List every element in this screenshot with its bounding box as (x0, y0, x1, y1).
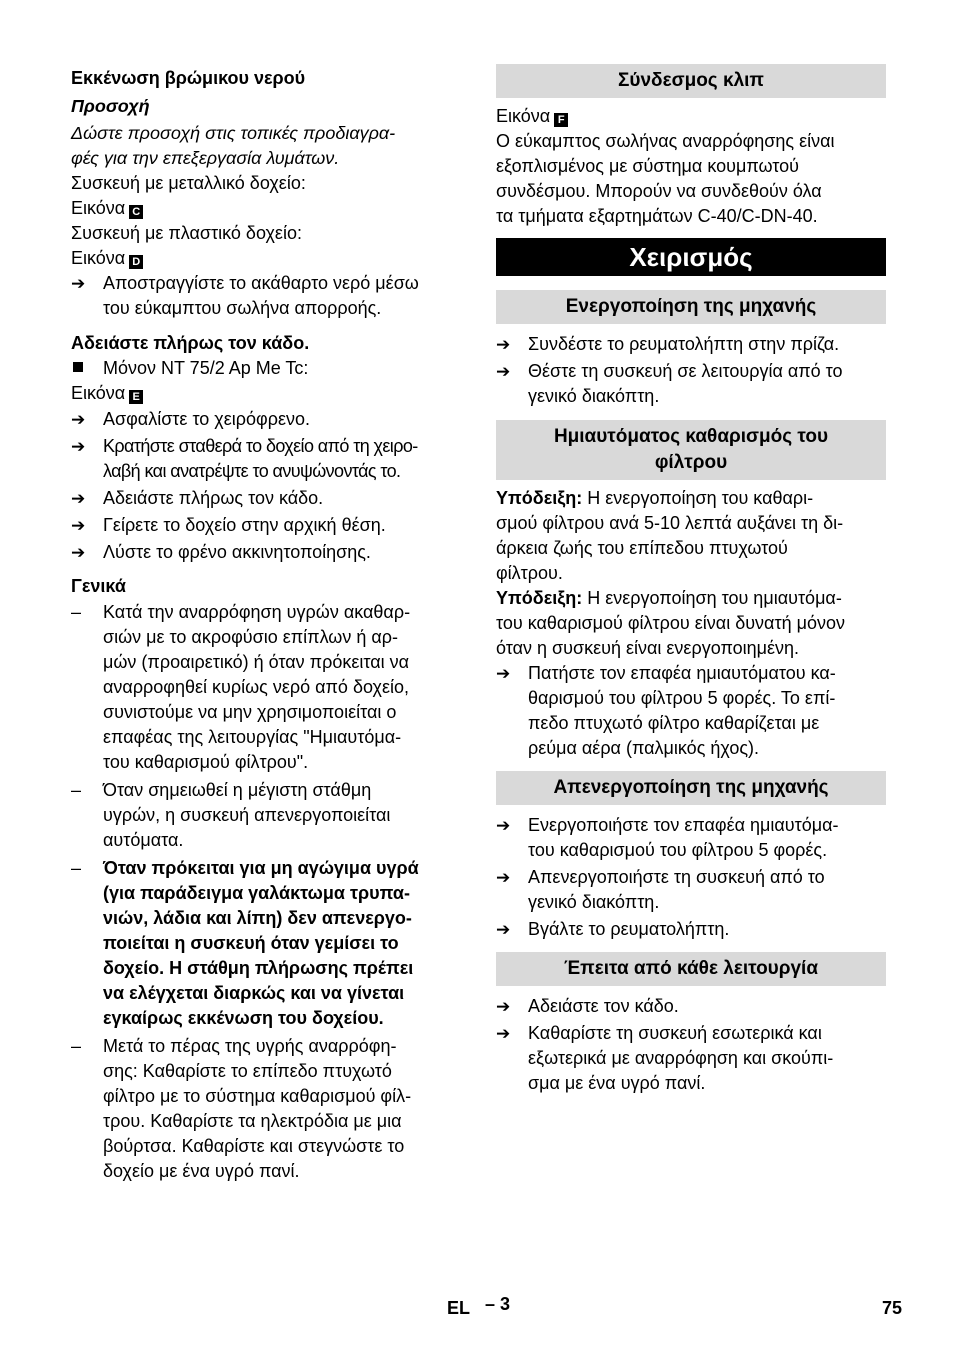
list-item: ➔ Λύστε το φρένο ακκινητοποίησης. (71, 540, 459, 565)
figure-c-icon: C (129, 205, 143, 219)
list-item: ➔ Θέστε τη συσκευή σε λειτουργία από το γενικό διακόπτη. (496, 359, 886, 409)
plastic-container-text: Συσκευή με πλαστικό δοχείο: (71, 223, 302, 243)
general-list (71, 600, 459, 1184)
list-item: – Όταν σημειωθεί η μέγιστη στάθμη υγρών, η συσκευή απενεργοποιείται αυτόματα. (71, 778, 459, 853)
arrow-icon: ➔ (71, 410, 86, 429)
caution-text-line: φές για την επεξεργασία λυμάτων. (71, 148, 340, 168)
start-machine-heading: Ενεργοποίηση της μηχανής (496, 290, 886, 324)
empty-section-title: Αδειάστε πλήρως τον κάδο. (71, 333, 310, 353)
model-note: Μόνον NT 75/2 Ap Me Tc: (71, 356, 459, 381)
metal-container-text: Συσκευή με μεταλλικό δοχείο: (71, 173, 306, 193)
note-1: Υπόδειξη: Η ενεργοποίηση του καθαρι- σμού φίλτρου ανά 5-10 λεπτά αυξάνει τη δι- άρκεια ζωής του επίπεδου πτυχωτού φίλτρου. (496, 488, 844, 583)
caution-text-line: Δώστε προσοχή στις τοπικές προδιαγρα- (71, 123, 396, 143)
arrow-icon: ➔ (496, 664, 511, 683)
figure-ref-d: Εικόνα D (71, 246, 459, 271)
arrow-icon: ➔ (71, 489, 86, 508)
list-item: ➔ Καθαρίστε τη συσκευή εσωτερικά και εξωτερικά με αναρρόφηση και σκούπι- σμα με ένα υγρό πανί. (496, 1021, 886, 1096)
list-item: ➔ Κρατήστε σταθερά το δοχείο από τη χειρο- λαβή και ανατρέψτε το ανυψώνοντάς το. (71, 434, 459, 484)
list-item: ➔ Απενεργοποιήστε τη συσκευή από το γενικό διακόπτη. (496, 865, 886, 915)
arrow-icon: ➔ (71, 516, 86, 535)
footer-section-page: – 3 (485, 1294, 511, 1314)
arrow-icon: ➔ (496, 335, 511, 354)
after-steps-list (496, 994, 886, 1096)
arrow-icon: ➔ (71, 274, 86, 293)
list-item: ➔ Ενεργοποιήστε τον επαφέα ημιαυτόμα- του καθαρισμού του φίλτρου 5 φορές. (496, 813, 886, 863)
note-2: Υπόδειξη: Η ενεργοποίηση του ημιαυτόμα- του καθαρισμού φίλτρου είναι δυνατή μόνον όταν η συσκευή είναι ενεργοποιημένη. (496, 588, 845, 658)
arrow-icon: ➔ (71, 543, 86, 562)
list-item: ➔ Συνδέστε το ρευματολήπτη στην πρίζα. (496, 332, 886, 357)
list-item: ➔ Ασφαλίστε το χειρόφρενο. (71, 407, 459, 432)
caution-label: Προσοχή (71, 96, 150, 116)
list-item: ➔ Βγάλτε το ρευματολήπτη. (496, 917, 886, 942)
list-item: – Κατά την αναρρόφηση υγρών ακαθαρ- σιών με το ακροφύσιο επίπλων ή αρ- μών (προαιρετικό) ή όταν πρόκειται να αναρροφηθεί κυρίως νερό από δοχείο, συνιστούμε να μην χρησιμοποιείται ο επαφέας της λειτουργίας "Ημιαυτόμα- του καθαρισμού φίλτρου". (71, 600, 459, 775)
right-column (496, 64, 886, 1096)
semi-auto-cleaning-heading: Ημιαυτόματος καθαρισμός του φίλτρου (496, 420, 886, 480)
arrow-icon: ➔ (496, 816, 511, 835)
figure-ref-e: Εικόνα E (71, 381, 459, 406)
left-column (71, 64, 459, 1184)
arrow-icon: ➔ (496, 997, 511, 1016)
list-item: ➔ Αδειάστε τον κάδο. (496, 994, 886, 1019)
arrow-icon: ➔ (496, 920, 511, 939)
arrow-icon: ➔ (496, 362, 511, 381)
dash-bullet: – (71, 780, 82, 800)
general-section-title: Γενικά (71, 576, 126, 596)
footer-language: EL (447, 1298, 471, 1318)
list-item-warning: – Όταν πρόκειται για μη αγώγιμα υγρά (για παράδειγμα γαλάκτωμα τρυπα- νιών, λάδια και λίπη) δεν απενεργο- ποιείται η συσκευή όταν γεμίσει το δοχείο. Η στάθμη πλήρωσης πρέπει να ελέγχεται διαρκώς και να γίνεται εγκαίρως εκκένωση του δοχείου. (71, 856, 459, 1031)
list-item: ➔ Αδειάστε πλήρως τον κάδο. (71, 486, 459, 511)
dash-bullet: – (71, 858, 82, 878)
after-operation-heading: Έπειτα από κάθε λειτουργία (496, 952, 886, 986)
figure-f-icon: F (554, 113, 568, 127)
figure-ref-f: Εικόνα F (496, 104, 886, 129)
drain-section-title: Εκκένωση βρώμικου νερού (71, 68, 306, 88)
list-item: ➔ Γείρετε το δοχείο στην αρχική θέση. (71, 513, 459, 538)
arrow-icon: ➔ (71, 437, 86, 456)
arrow-icon: ➔ (496, 868, 511, 887)
stop-machine-heading: Απενεργοποίηση της μηχανής (496, 771, 886, 805)
operation-heading: Χειρισμός (496, 238, 886, 276)
square-bullet-icon (73, 362, 83, 372)
dash-bullet: – (71, 1036, 82, 1056)
start-steps-list (496, 332, 886, 409)
figure-e-icon: E (129, 390, 143, 404)
dash-bullet: – (71, 602, 82, 622)
figure-ref-c: Εικόνα C (71, 196, 459, 221)
clip-connector-heading: Σύνδεσμος κλιπ (496, 64, 886, 98)
page-number: 75 (882, 1298, 903, 1318)
stop-steps-list (496, 813, 886, 942)
figure-d-icon: D (129, 255, 143, 269)
empty-steps-list (71, 407, 459, 565)
arrow-icon: ➔ (496, 1024, 511, 1043)
drain-step: ➔ Αποστραγγίστε το ακάθαρτο νερό μέσω του εύκαμπτου σωλήνα απορροής. (71, 271, 459, 321)
clip-text: Ο εύκαμπτος σωλήνας αναρρόφησης είναι εξοπλισμένος με σύστημα κουμπωτού συνδέσμου. Μπορούν να συνδεθούν όλα τα τμήματα εξαρτημάτων C-40/C-DN-40. (496, 131, 835, 226)
semi-step: ➔ Πατήστε τον επαφέα ημιαυτόματου κα- θαρισμού του φίλτρου 5 φορές. Το επί- πεδο πτυχωτό φίλτρο καθαρίζεται με ρεύμα αέρα (παλμικός ήχος). (496, 661, 886, 761)
list-item: – Μετά το πέρας της υγρής αναρρόφη- σης: Καθαρίστε το επίπεδο πτυχωτό φίλτρο με το σύστημα καθαρισμού φίλ- τρου. Καθαρίστε τα ηλεκτρόδια με μια βούρτσα. Καθαρίστε και στεγνώστε το δοχείο με ένα υγρό πανί. (71, 1034, 459, 1184)
